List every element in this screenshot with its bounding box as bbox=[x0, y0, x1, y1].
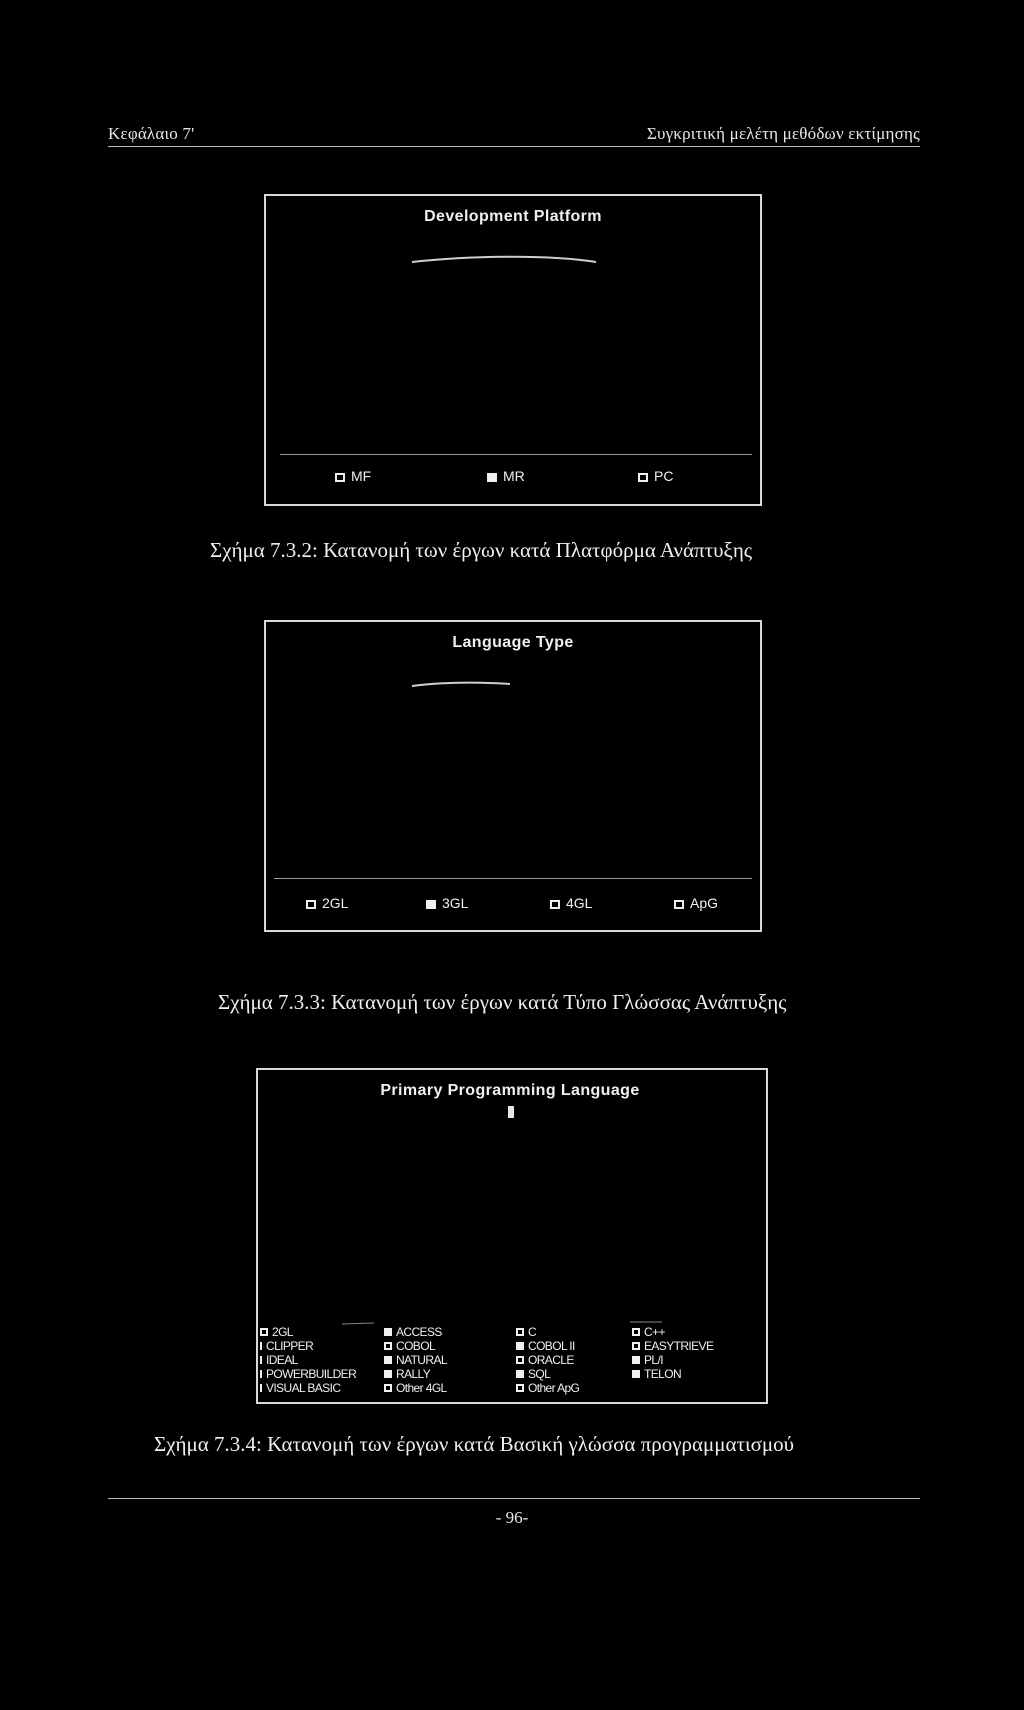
legend-item-clipper: CLIPPER bbox=[260, 1340, 313, 1353]
legend-item-2gl: 2GL bbox=[260, 1326, 293, 1339]
bar-marker-icon bbox=[260, 1342, 262, 1350]
legend-item-telon: TELON bbox=[632, 1368, 681, 1381]
chart-title: Primary Programming Language bbox=[380, 1082, 640, 1099]
legend-item-natural: NATURAL bbox=[384, 1354, 447, 1367]
legend-item-pc: PC bbox=[638, 468, 673, 484]
hollow-square-icon bbox=[674, 900, 684, 909]
bar-marker-icon bbox=[260, 1356, 262, 1364]
legend-item-other-4gl: Other 4GL bbox=[384, 1382, 447, 1395]
filled-square-icon bbox=[632, 1356, 640, 1364]
legend-item-oracle: ORACLE bbox=[516, 1354, 574, 1367]
bar-marker-icon bbox=[260, 1384, 262, 1392]
filled-square-icon bbox=[426, 900, 436, 909]
hollow-square-icon bbox=[335, 473, 345, 482]
legend-item-cobol: COBOL bbox=[384, 1340, 435, 1353]
hollow-square-icon bbox=[260, 1328, 268, 1336]
hollow-square-icon bbox=[632, 1342, 640, 1350]
legend-item-3gl: 3GL bbox=[426, 895, 468, 911]
legend-item-apg: ApG bbox=[674, 895, 718, 911]
figure-caption: Σχήμα 7.3.2: Κατανομή των έργων κατά Πλατφόρμα Ανάπτυξης bbox=[210, 538, 753, 562]
chart-language-type bbox=[264, 620, 762, 932]
legend-item-easytrieve: EASYTRIEVE bbox=[632, 1340, 713, 1353]
pie-edge bbox=[266, 196, 760, 504]
figure-caption: Σχήμα 7.3.4: Κατανομή των έργων κατά Βασική γλώσσα προγραμματισμού bbox=[154, 1432, 795, 1456]
legend-item-cpp: C++ bbox=[632, 1326, 665, 1339]
filled-square-icon bbox=[632, 1370, 640, 1378]
legend-item-sql: SQL bbox=[516, 1368, 550, 1381]
filled-square-icon bbox=[384, 1328, 392, 1336]
legend-item-rally: RALLY bbox=[384, 1368, 430, 1381]
legend-item-mr: MR bbox=[487, 468, 525, 484]
legend-item-mf: MF bbox=[335, 468, 371, 484]
legend-item-4gl: 4GL bbox=[550, 895, 592, 911]
figure-caption: Σχήμα 7.3.3: Κατανομή των έργων κατά Τύπο Γλώσσας Ανάπτυξης bbox=[218, 990, 787, 1014]
legend-item-pl1: PL/I bbox=[632, 1354, 663, 1367]
filled-square-icon bbox=[384, 1356, 392, 1364]
legend-item-other-apg: Other ApG bbox=[516, 1382, 579, 1395]
bar-marker-icon bbox=[260, 1370, 262, 1378]
legend-divider bbox=[280, 454, 752, 455]
chart-title: Development Platform bbox=[424, 208, 602, 225]
legend-item-cobol-ii: COBOL II bbox=[516, 1340, 575, 1353]
legend-item-ideal: IDEAL bbox=[260, 1354, 298, 1367]
chart-title: Language Type bbox=[452, 634, 574, 651]
hollow-square-icon bbox=[550, 900, 560, 909]
hollow-square-icon bbox=[384, 1384, 392, 1392]
chart-development-platform bbox=[264, 194, 762, 506]
hollow-square-icon bbox=[638, 473, 648, 482]
hollow-square-icon bbox=[516, 1384, 524, 1392]
legend-item-access: ACCESS bbox=[384, 1326, 442, 1339]
filled-square-icon bbox=[516, 1370, 524, 1378]
header-divider bbox=[108, 146, 920, 147]
legend-item-powerbuilder: POWERBUILDER bbox=[260, 1368, 356, 1381]
legend-item-visual-basic: VISUAL BASIC bbox=[260, 1382, 340, 1395]
running-header-chapter: Κεφάλαιο 7' bbox=[108, 124, 195, 143]
hollow-square-icon bbox=[632, 1328, 640, 1336]
chart-primary-programming-language-body bbox=[258, 1070, 762, 1400]
legend-item-c: C bbox=[516, 1326, 536, 1339]
filled-square-icon bbox=[516, 1342, 524, 1350]
hollow-square-icon bbox=[306, 900, 316, 909]
hollow-square-icon bbox=[516, 1356, 524, 1364]
footer-divider bbox=[108, 1498, 920, 1499]
running-header-title: Συγκριτική μελέτη μεθόδων εκτίμησης bbox=[646, 124, 920, 143]
hollow-square-icon bbox=[516, 1328, 524, 1336]
hollow-square-icon bbox=[384, 1342, 392, 1350]
page-number: - 96- bbox=[495, 1508, 529, 1527]
pie-edge bbox=[266, 622, 760, 930]
legend-item-2gl: 2GL bbox=[306, 895, 348, 911]
legend-divider bbox=[274, 878, 752, 879]
filled-square-icon bbox=[384, 1370, 392, 1378]
filled-square-icon bbox=[487, 473, 497, 482]
